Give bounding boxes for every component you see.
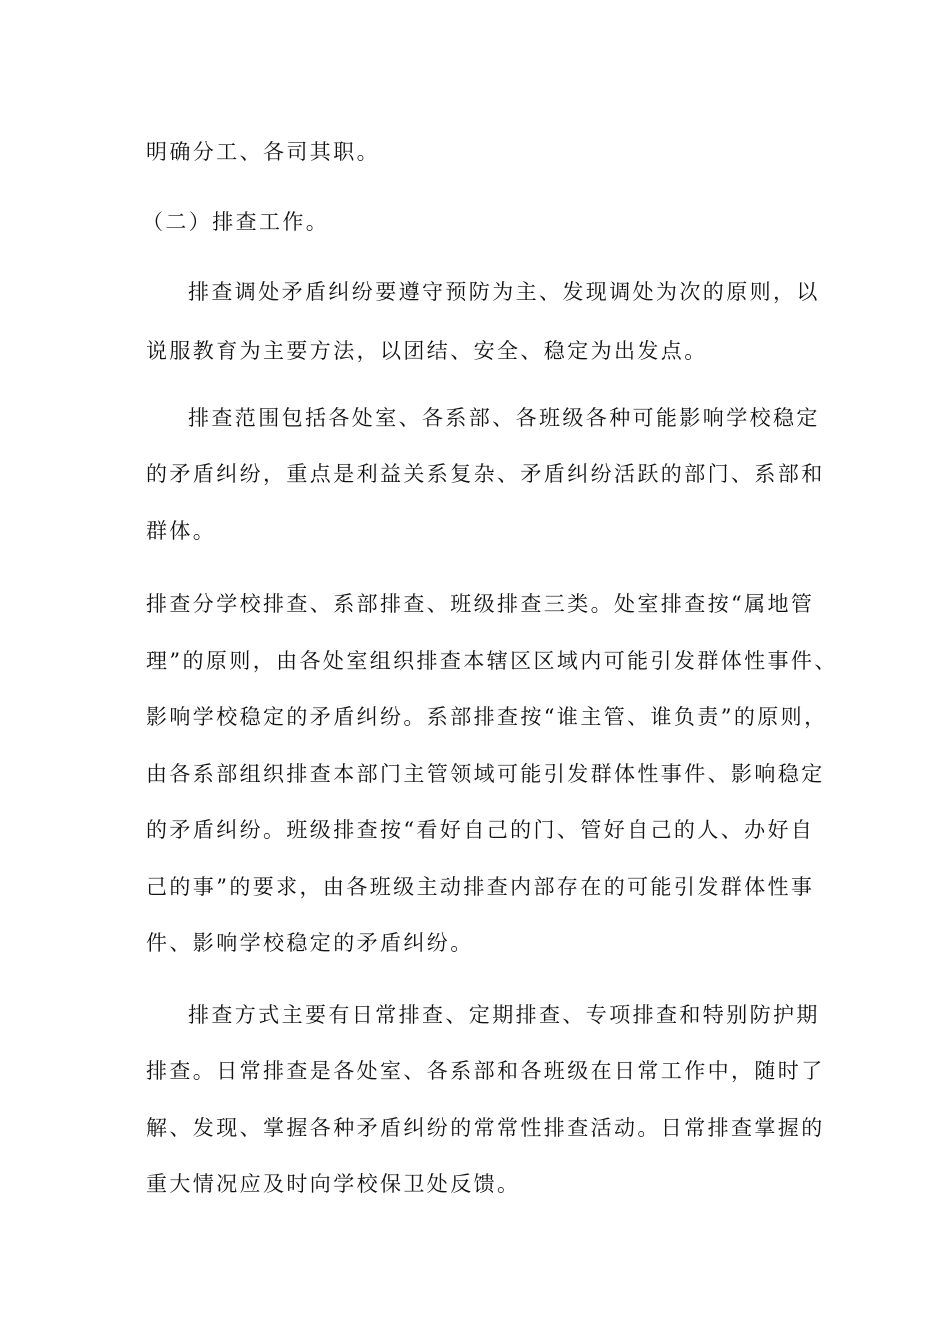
text-line: 己的事”的要求，由各班级主动排查内部存在的可能引发群体性事: [146, 875, 815, 899]
text-line: 件、影响学校稳定的矛盾纠纷。: [146, 931, 474, 955]
text-line: 影响学校稳定的矛盾纠纷。系部排查按“谁主管、谁负责”的原则，: [146, 705, 828, 729]
text-line: 排查范围包括各处室、各系部、各班级各种可能影响学校稳定: [188, 406, 820, 430]
text-line: 由各系部组织排查本部门主管领域可能引发群体性事件、影响稳定: [146, 762, 825, 786]
text-line: 的矛盾纠纷。班级排查按“看好自己的门、管好自己的人、办好自: [146, 818, 815, 842]
text-line: 排查分学校排查、系部排查、班级排查三类。处室排查按“属地管: [146, 592, 815, 616]
text-line: 解、发现、掌握各种矛盾纠纷的常常性排查活动。日常排查掌握的: [146, 1116, 825, 1140]
text-line: 的矛盾纠纷，重点是利益关系复杂、矛盾纠纷活跃的部门、系部和: [146, 462, 825, 486]
text-line: 明确分工、各司其职。: [146, 140, 380, 164]
text-line: 群体。: [146, 519, 217, 543]
text-line: 排查方式主要有日常排查、定期排查、专项排查和特别防护期: [188, 1003, 820, 1027]
text-line: 说服教育为主要方法，以团结、安全、稳定为出发点。: [146, 339, 708, 363]
section-heading: （二）排查工作。: [142, 210, 330, 234]
text-line: 理”的原则，由各处室组织排查本辖区区域内可能引发群体性事件、: [146, 649, 838, 673]
text-line: 重大情况应及时向学校保卫处反馈。: [146, 1172, 521, 1196]
text-line: 排查。日常排查是各处室、各系部和各班级在日常工作中，随时了: [146, 1059, 825, 1083]
text-line: 排查调处矛盾纠纷要遵守预防为主、发现调处为次的原则，以: [188, 280, 820, 304]
